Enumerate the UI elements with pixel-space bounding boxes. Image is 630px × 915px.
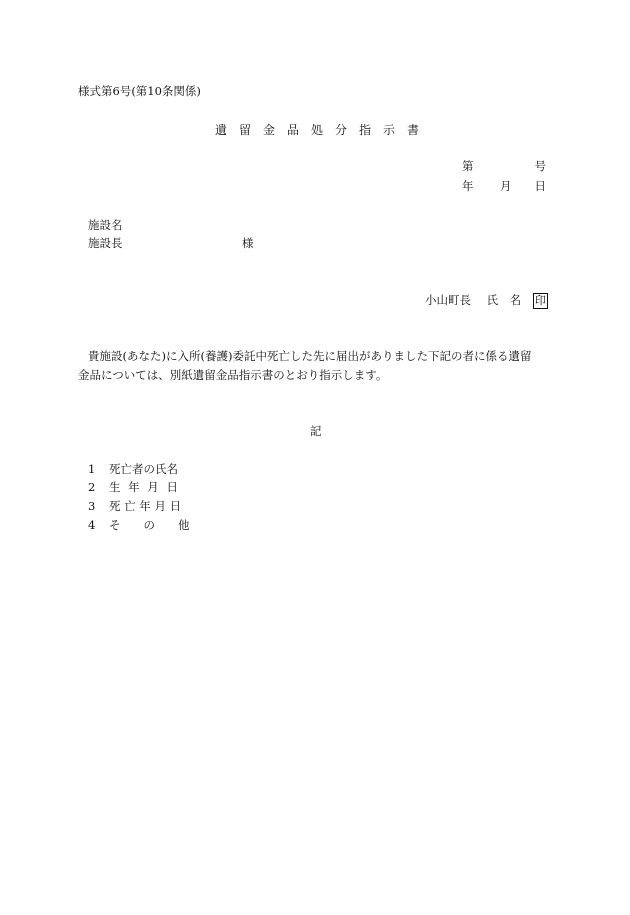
date-day: 日	[534, 179, 546, 193]
item-number: 2	[88, 480, 96, 494]
sender-name-label: 氏 名	[486, 293, 522, 307]
note-heading: 記	[310, 424, 322, 438]
item-label: 死亡者の氏名	[108, 462, 178, 476]
item-label: そ の 他	[108, 518, 190, 532]
item-number: 3	[88, 499, 96, 513]
doc-number-prefix: 第	[462, 159, 474, 173]
document-date	[462, 181, 546, 193]
list-item	[88, 464, 178, 476]
item-number: 1	[88, 462, 96, 476]
doc-number-suffix: 号	[534, 159, 546, 173]
recipient-facility-label: 施設名	[88, 218, 123, 232]
date-year: 年	[462, 179, 474, 193]
item-label: 生 年 月 日	[108, 480, 178, 494]
body-text-line-1: 貴施設(あなた)に入所(養護)委託中死亡した先に届出がありました下記の者に係る遺留	[88, 349, 532, 363]
date-month: 月	[500, 179, 512, 193]
seal-mark: 印	[534, 294, 546, 307]
list-item	[88, 482, 178, 494]
sender-title: 小山町長	[425, 293, 471, 307]
recipient-director-label: 施設長	[88, 236, 123, 250]
item-label: 死 亡 年 月 日	[108, 499, 182, 513]
list-item	[88, 501, 181, 513]
body-text-line-2: 金品については、別紙遺留金品指示書のとおり指示します。	[78, 368, 388, 382]
sender-block	[425, 293, 548, 309]
list-item	[88, 520, 189, 532]
recipient-honorific: 様	[242, 236, 254, 250]
form-reference: 様式第6号(第10条関係)	[78, 84, 201, 98]
item-number: 4	[88, 518, 96, 532]
document-number	[462, 161, 546, 173]
document-title: 遺 留 金 品 処 分 指 示 書	[215, 123, 420, 137]
